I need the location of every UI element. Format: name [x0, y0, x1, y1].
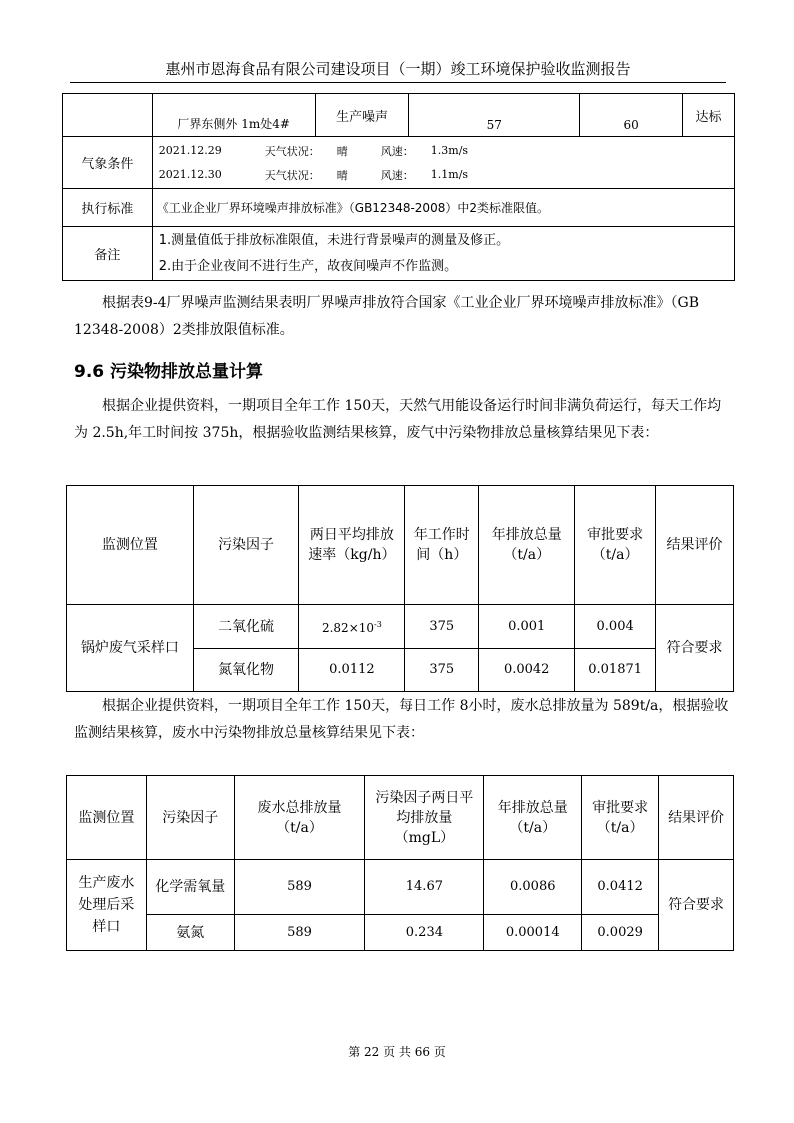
wind-value: 1.1m/s: [430, 168, 469, 181]
header-average: 污染因子两日平均排放量（mgL）: [365, 776, 484, 860]
average-cell: 0.234: [365, 915, 484, 951]
measured-cell: 57: [409, 94, 580, 137]
wind-label: 风速：: [380, 144, 414, 158]
paragraph-noise-conclusion: 根据表9-4厂界噪声监测结果表明厂界噪声排放符合国家《工业企业厂界环境噪声排放标准》（GB 12348-2008）2类排放限值标准。: [74, 295, 700, 338]
hours-cell: 375: [405, 649, 479, 692]
header-factor: 污染因子: [193, 486, 299, 605]
page-header: 惠州市恩海食品有限公司建设项目（一期）竣工环境保护验收监测报告: [70, 58, 726, 83]
rate-cell: [299, 605, 405, 649]
remark-line: 1.测量值低于排放标准限值，未进行背景噪声的测量及修正。: [158, 232, 510, 248]
header-rate: 两日平均排放速率（kg/h）: [299, 486, 405, 605]
location-cell: 锅炉废气采样口: [67, 605, 194, 692]
header-location: 监测位置: [67, 776, 147, 860]
paragraph-water-intro: 根据企业提供资料，一期项目全年工作 150天，每日工作 8小时，废水总排放量为 589t/a，根据验收监测结果核算，废水中污染物排放总量核算结果见下表：: [74, 698, 729, 741]
annual-cell: 0.0086: [484, 860, 582, 915]
limit-cell: 60: [580, 94, 683, 137]
annual-cell: 0.00014: [484, 915, 582, 951]
header-hours: 年工作时间（h）: [405, 486, 479, 605]
table-row: [63, 137, 735, 189]
approved-cell: 0.01871: [575, 649, 656, 692]
header-location: 监测位置: [67, 486, 194, 605]
location-cell: 生产废水处理后采样口: [67, 860, 147, 951]
rate-exponent: -3: [374, 620, 382, 629]
volume-cell: 589: [234, 860, 365, 915]
weather-cond-label: 天气状况：: [264, 144, 320, 158]
standard-label: 执行标准: [63, 189, 153, 227]
remark-line: 2.由于企业夜间不进行生产，故夜间噪声不作监测。: [158, 258, 458, 274]
water-emission-table: [66, 775, 734, 951]
source-cell: 生产噪声: [315, 94, 409, 137]
approved-cell: 0.004: [575, 605, 656, 649]
header-evaluation: 结果评价: [659, 776, 734, 860]
rate-base: 2.82×10: [321, 621, 375, 635]
factor-cell: 氮氧化物: [193, 649, 299, 692]
table-row: [63, 94, 735, 137]
table-header-row: [67, 486, 734, 605]
standard-cell: 《工业企业厂界环境噪声排放标准》（GB12348-2008）中2类标准限值。: [152, 189, 734, 227]
table-row: [63, 227, 735, 281]
remark-label: 备注: [63, 227, 153, 281]
header-evaluation: 结果评价: [656, 486, 734, 605]
rate-cell: 0.0112: [299, 649, 405, 692]
annual-cell: 0.001: [479, 605, 575, 649]
header-annual: 年排放总量（t/a）: [484, 776, 582, 860]
noise-table: [62, 93, 735, 281]
paragraph-gas-intro: 根据企业提供资料，一期项目全年工作 150天，天然气用能设备运行时间非满负荷运行，每天工作均为 2.5h,年工时间按 375h，根据验收监测结果核算，废气中污染物排放总量核算结果见下表：: [74, 398, 722, 441]
header-approved: 审批要求（t/a）: [582, 776, 659, 860]
factor-cell: 二氧化硫: [193, 605, 299, 649]
wind-value: 1.3m/s: [430, 144, 469, 157]
weather-line: [159, 139, 734, 163]
weather-date: 2021.12.30: [158, 168, 222, 181]
header-factor: 污染因子: [146, 776, 234, 860]
table-row: [67, 605, 734, 649]
gas-emission-table: [66, 485, 734, 692]
wind-label: 风速：: [380, 168, 414, 182]
table-header-row: [67, 776, 734, 860]
table-row: [67, 860, 734, 915]
remark-cell: [152, 227, 734, 281]
evaluation-cell: 符合要求: [656, 605, 734, 692]
weather-label: 气象条件: [63, 137, 153, 189]
header-volume: 废水总排放量（t/a）: [234, 776, 365, 860]
weather-date: 2021.12.29: [158, 144, 222, 157]
section-title: 9.6 污染物排放总量计算: [74, 362, 264, 382]
evaluation-cell: 符合要求: [659, 860, 734, 951]
location-cell: 厂界东侧外 1m处4#: [152, 94, 315, 137]
weather-cond: 晴: [336, 168, 348, 182]
table-row: [67, 915, 734, 951]
weather-cell: [152, 137, 734, 189]
table-row: [63, 189, 735, 227]
volume-cell: 589: [234, 915, 365, 951]
page-footer: 第 22 页 共 66 页: [348, 1045, 446, 1059]
factor-cell: 化学需氧量: [146, 860, 234, 915]
approved-cell: 0.0029: [582, 915, 659, 951]
header-annual: 年排放总量（t/a）: [479, 486, 575, 605]
annual-cell: 0.0042: [479, 649, 575, 692]
result-cell: 达标: [683, 94, 735, 137]
weather-cond-label: 天气状况：: [264, 168, 320, 182]
average-cell: 14.67: [365, 860, 484, 915]
weather-cond: 晴: [336, 144, 348, 158]
hours-cell: 375: [405, 605, 479, 649]
header-approved: 审批要求（t/a）: [575, 486, 656, 605]
factor-cell: 氨氮: [146, 915, 234, 951]
weather-line: [159, 163, 734, 187]
approved-cell: 0.0412: [582, 860, 659, 915]
